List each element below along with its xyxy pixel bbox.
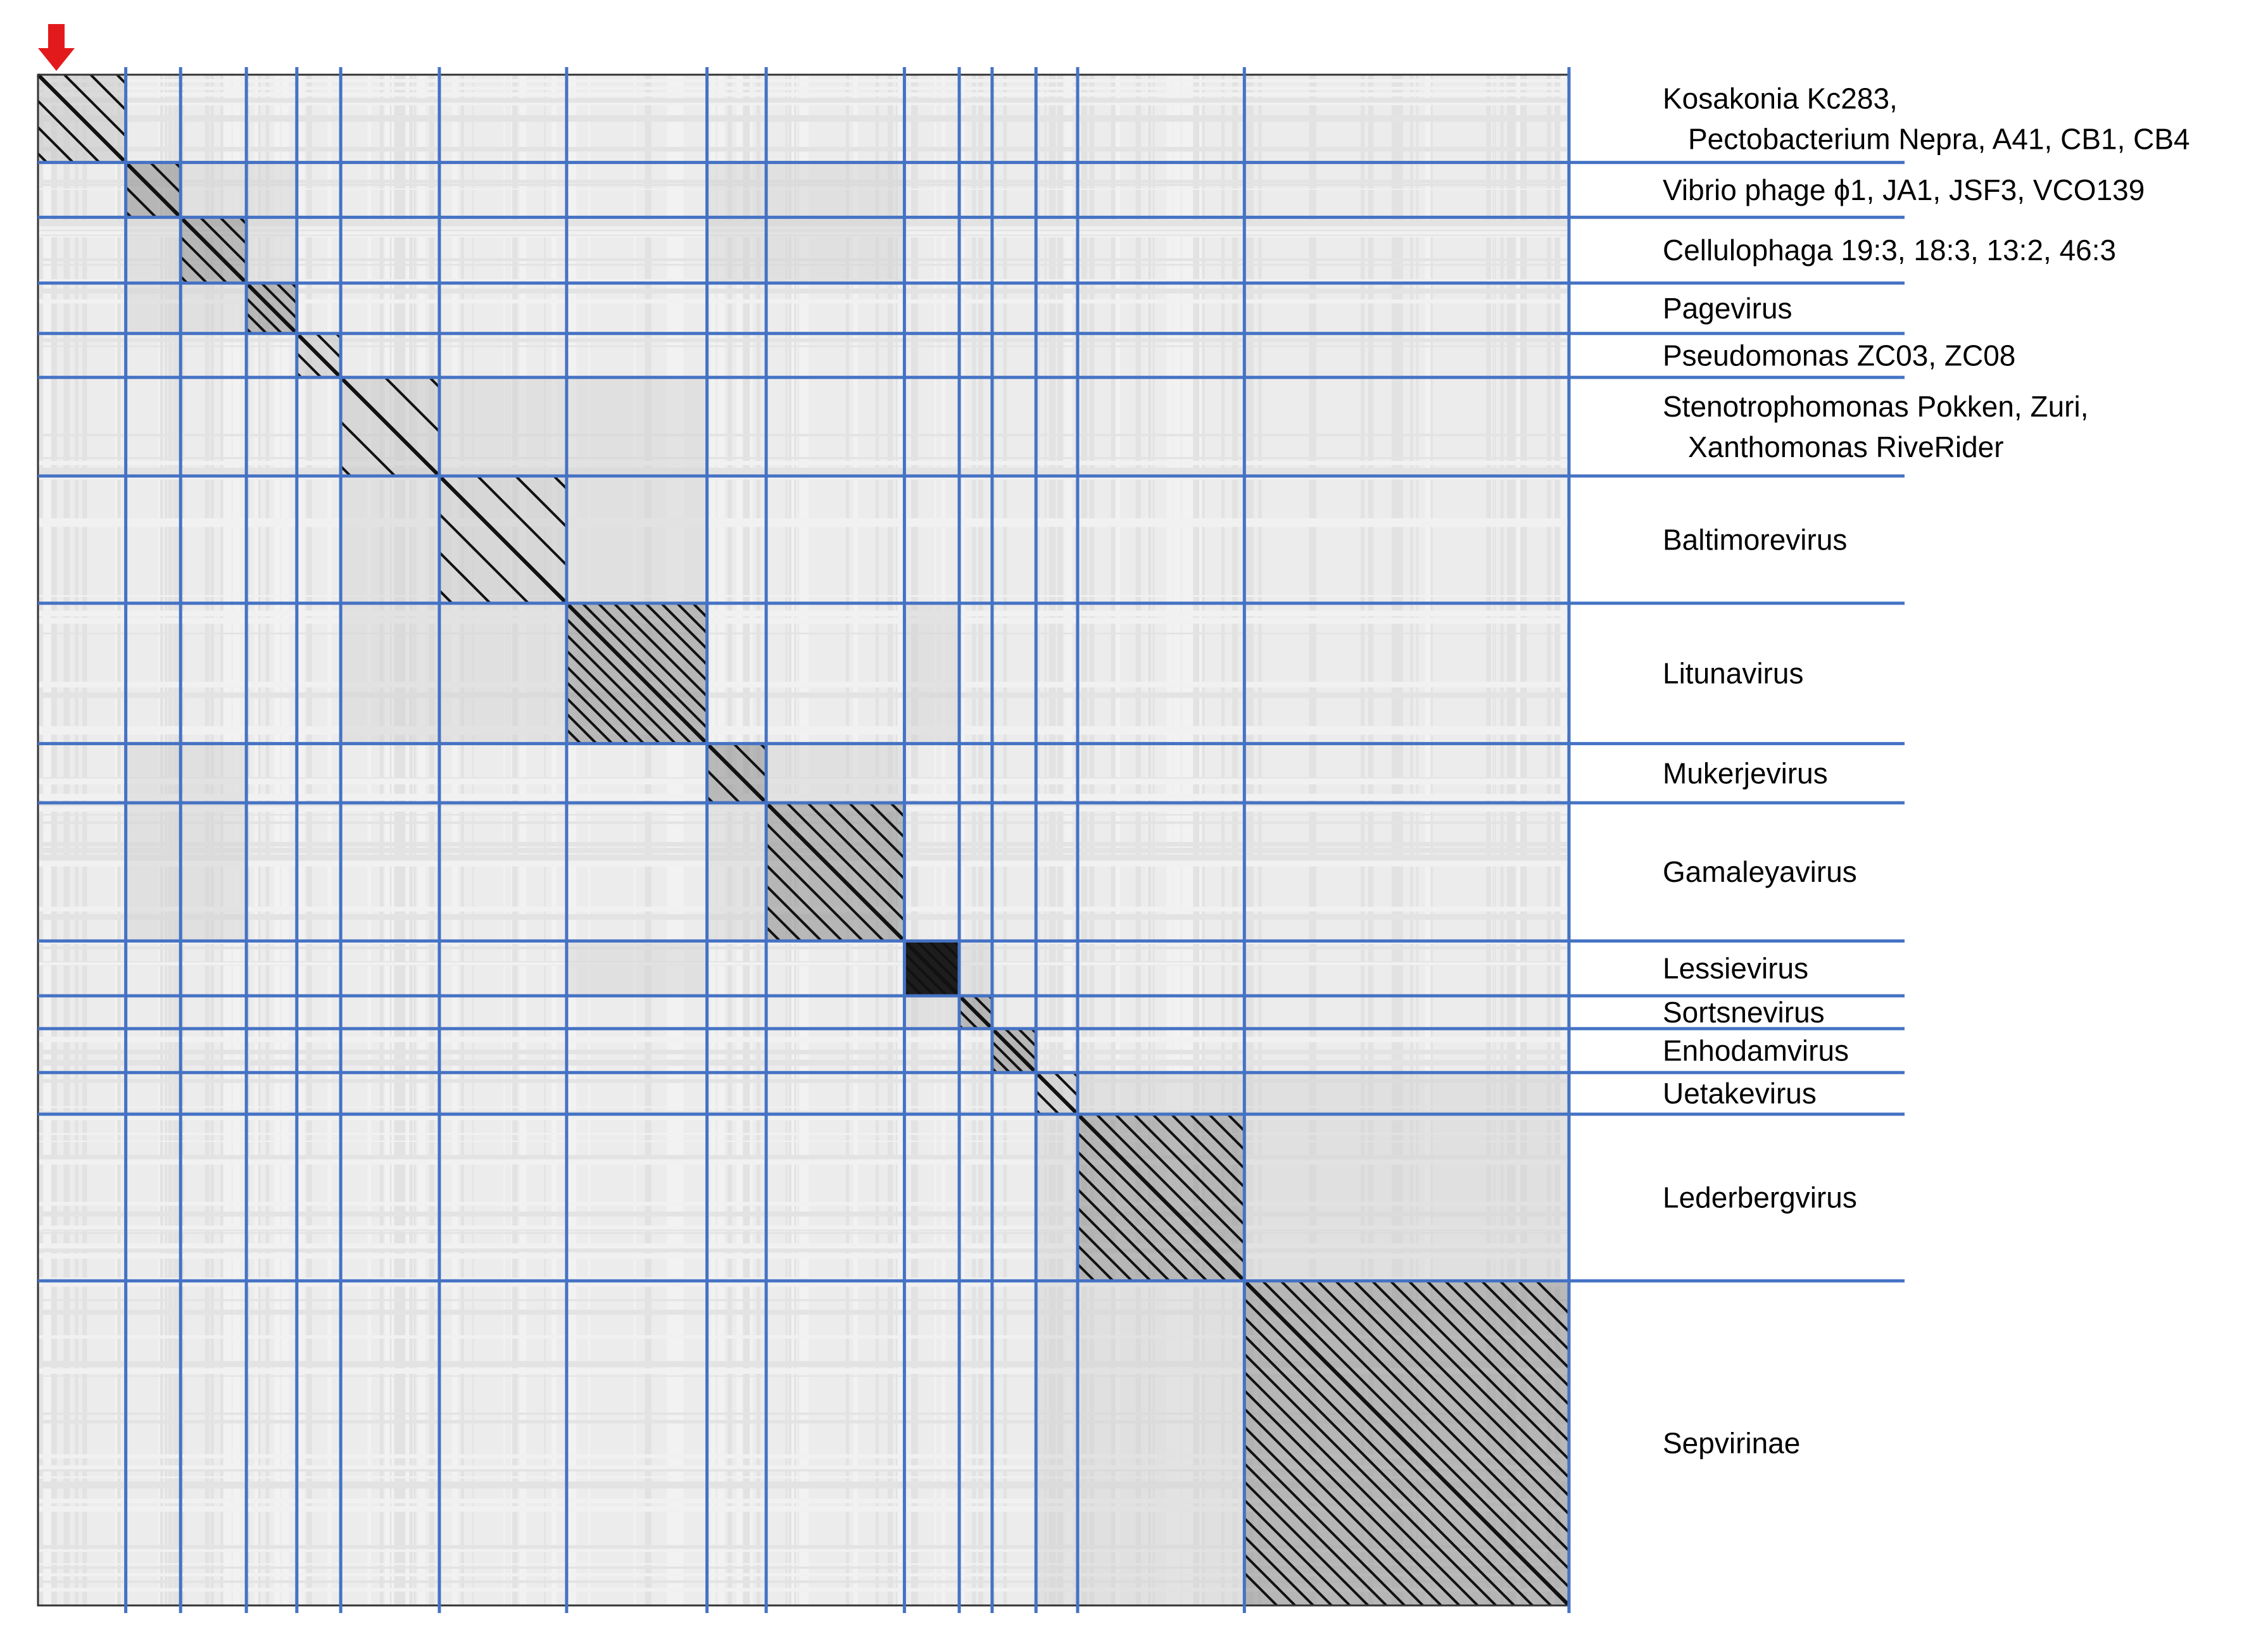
red-down-arrow-icon <box>38 24 75 71</box>
label-stenotrophomonas-xanthomonas: Xanthomonas RiveRider <box>1688 430 2004 463</box>
label-sortsnevirus: Sortsnevirus <box>1663 995 1825 1029</box>
label-kosakonia-pectobacterium: Pectobacterium Nepra, A41, CB1, CB4 <box>1688 122 2190 156</box>
label-litunavirus: Litunavirus <box>1663 656 1804 690</box>
label-sepvirinae: Sepvirinae <box>1663 1426 1801 1460</box>
label-kosakonia-pectobacterium: Kosakonia Kc283, <box>1663 82 1898 115</box>
label-enhodamvirus: Enhodamvirus <box>1663 1034 1849 1067</box>
label-vibrio-phage: Vibrio phage ϕ1, JA1, JSF3, VCO139 <box>1663 173 2145 206</box>
label-cellulophaga: Cellulophaga 19:3, 18:3, 13:2, 46:3 <box>1663 234 2117 267</box>
label-lederbergvirus: Lederbergvirus <box>1663 1181 1857 1214</box>
group-labels <box>1663 82 2190 1459</box>
label-uetakevirus: Uetakevirus <box>1663 1077 1817 1110</box>
label-lessievirus: Lessievirus <box>1663 951 1809 985</box>
label-pseudomonas: Pseudomonas ZC03, ZC08 <box>1663 339 2016 372</box>
label-pagevirus: Pagevirus <box>1663 291 1792 325</box>
label-baltimorevirus: Baltimorevirus <box>1663 523 1848 556</box>
label-stenotrophomonas-xanthomonas: Stenotrophomonas Pokken, Zuri, <box>1663 390 2089 423</box>
label-mukerjevirus: Mukerjevirus <box>1663 757 1828 790</box>
label-gamaleyavirus: Gamaleyavirus <box>1663 855 1857 889</box>
